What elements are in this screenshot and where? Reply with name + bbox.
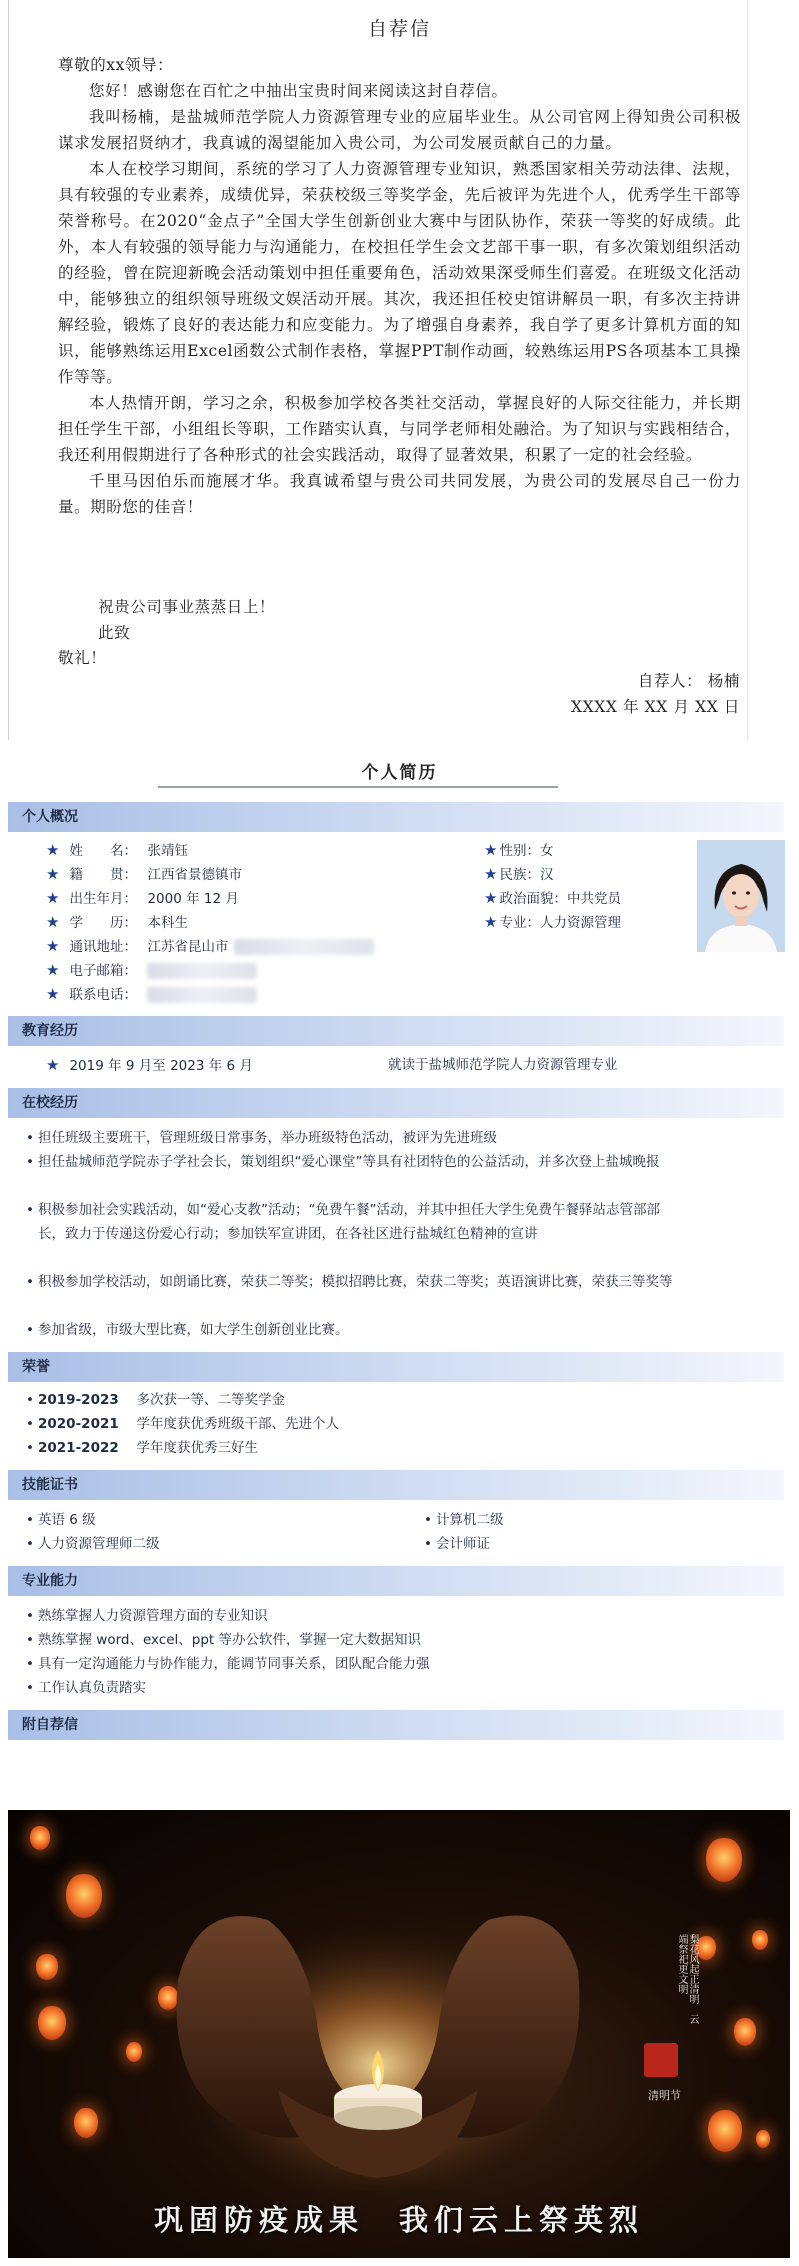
star-icon: ★	[46, 937, 60, 955]
letter-wish: 祝贵公司事业蒸蒸日上！	[98, 598, 276, 616]
letter-body	[58, 78, 741, 520]
sky-lantern-icon	[126, 2042, 142, 2062]
sky-lantern-icon	[708, 2110, 742, 2152]
letter-paragraph: 本人热情开朗，学习之余，积极参加学校各类社交活动，掌握良好的人际交往能力，并长期担任学生干部，小组组长等职，工作踏实认真，与同学老师相处融洽。为了知识与实践相结合，我还利用假期进行了各种形式的社会实践活动，取得了显著效果，积累了一定的社会经验。	[58, 394, 741, 464]
list-item: • 担任班级主要班干，管理班级日常事务，举办班级特色活动，被评为先进班级	[26, 1130, 497, 1146]
star-icon: ★	[46, 985, 60, 1003]
star-icon: ★	[484, 913, 498, 931]
field-row: ★ 电子邮箱：	[46, 960, 257, 981]
letter-date: XXXX 年 XX 月 XX 日	[570, 698, 740, 716]
section-header-skills: 专业能力	[8, 1566, 784, 1596]
star-icon: ★	[484, 865, 498, 883]
qingming-poster	[8, 1810, 790, 2258]
letter-signer: 自荐人： 杨楠	[637, 672, 740, 690]
sky-lantern-icon	[66, 1874, 102, 1918]
honor-item: • 2021-2022 学年度获优秀三好生	[26, 1440, 259, 1456]
field-row: ★ 政治面貌：中共党员	[484, 889, 621, 907]
honor-item: • 2020-2021 学年度获优秀班级干部、先进个人	[26, 1416, 340, 1432]
sky-lantern-icon	[752, 1930, 768, 1950]
letter-paragraph: 本人在校学习期间，系统的学习了人力资源管理专业知识，熟悉国家相关劳动法律、法规，具有较强的专业素养，成绩优异，荣获校级三等奖学金，先后被评为先进个人，优秀学生干部等荣誉称号。在2020“金点子”全国大学生创新创业大赛中与团队协作，荣获一等奖的好成绩。此外，本人有较强的领导能力与沟通能力，在校担任学生会文艺部干事一职，有多次策划组织活动的经验，曾在院迎新晚会活动策划中担任重要角色，活动效果深受师生们喜爱。在班级文化活动中，能够独立的组织领导班级文娱活动开展。其次，我还担任校史馆讲解员一职，有多次主持讲解经验，锻炼了良好的表达能力和应变能力。为了增强自身素养，我自学了更多计算机方面的知识，能够熟练运用Excel函数公式制作表格，掌握PPT制作动画，较熟练运用PS各项基本工具操作等等。	[58, 160, 741, 386]
sky-lantern-icon	[696, 1936, 716, 1960]
resume-title: 个人简历	[361, 763, 438, 783]
section-header-campus: 在校经历	[8, 1088, 784, 1118]
sky-lantern-icon	[36, 1954, 58, 1980]
title-underline	[158, 786, 558, 788]
education-desc: 就读于盐城师范学院人力资源管理专业	[388, 1057, 618, 1073]
resume	[0, 748, 799, 1800]
letter-paragraph: 我叫杨楠，是盐城师范学院人力资源管理专业的应届毕业生。从公司官网上得知贵公司积极谋求发展招贤纳才，我真诚的渴望能加入贵公司，为公司发展贡献自己的力量。	[58, 108, 741, 152]
field-row: ★ 出生年月： 2000 年 12 月	[46, 889, 239, 907]
list-item: • 积极参加学校活动，如朗诵比赛，荣获二等奖；模拟招聘比赛，荣获二等奖；英语演讲比赛，荣获三等奖等	[26, 1274, 673, 1290]
skill-item: • 具有一定沟通能力与协作能力，能调节同事关系，团队配合能力强	[26, 1656, 430, 1672]
field-row: ★ 籍 贯： 江西省景德镇市	[46, 865, 242, 883]
profile-photo	[697, 840, 785, 952]
cert-item: • 人力资源管理师二级	[26, 1536, 160, 1552]
redacted-phone	[147, 987, 257, 1003]
star-icon: ★	[484, 841, 498, 859]
field-row: ★ 民族：汉	[484, 865, 554, 883]
cert-item: • 计算机二级	[424, 1512, 504, 1528]
letter-salutation: 尊敬的xx领导：	[58, 56, 174, 74]
redacted-address	[234, 939, 374, 955]
field-row: ★ 学 历： 本科生	[46, 913, 188, 931]
star-icon: ★	[46, 961, 60, 979]
festival-label: 清明节	[648, 2089, 681, 2102]
letter-title: 自荐信	[367, 18, 431, 40]
cert-item: • 会计师证	[424, 1536, 490, 1552]
list-item: • 担任盐城师范学院赤子学社会长，策划组织“爱心课堂”等具有社团特色的公益活动，并多次登上盐城晚报	[26, 1154, 660, 1170]
sky-lantern-icon	[706, 1838, 742, 1882]
list-item: • 参加省级，市级大型比赛，如大学生创新创业比赛。	[26, 1322, 349, 1338]
star-icon: ★	[46, 889, 60, 907]
field-row: ★ 联系电话：	[46, 984, 257, 1005]
cupped-hands-candle-icon	[158, 1860, 598, 2190]
star-icon: ★	[484, 889, 498, 907]
redacted-email	[147, 963, 257, 979]
letter-salute: 敬礼！	[58, 649, 107, 667]
field-row: ★ 性别：女	[484, 841, 554, 859]
star-icon: ★	[46, 913, 60, 931]
red-seal-icon	[644, 2043, 678, 2077]
star-icon: ★	[46, 865, 60, 883]
field-row: ★ 专业：人力资源管理	[484, 913, 621, 931]
section-header-overview: 个人概况	[8, 802, 784, 832]
sky-lantern-icon	[756, 2130, 770, 2148]
sky-lantern-icon	[734, 2018, 756, 2046]
section-header-education: 教育经历	[8, 1016, 784, 1046]
honor-item: • 2019-2023 多次获一等、二等奖学金	[26, 1392, 286, 1408]
list-item: • 积极参加社会实践活动，如“爱心支教”活动；“免费午餐”活动，并其中担任大学生免费午餐驿站志管部部长，致力于传递这份爱心行动；参加铁军宣讲团，在各社区进行盐城红色精神的宣讲	[26, 1202, 660, 1242]
sky-lantern-icon	[74, 2108, 98, 2138]
letter-paragraph: 千里马因伯乐而施展才华。我真诚希望与贵公司共同发展，为贵公司的发展尽自己一份力量。期盼您的佳音！	[58, 472, 741, 516]
education-row: ★ 2019 年 9 月至 2023 年 6 月	[46, 1056, 253, 1074]
star-icon: ★	[46, 1056, 60, 1074]
letter-paragraph: 您好！感谢您在百忙之中抽出宝贵时间来阅读这封自荐信。	[89, 82, 508, 100]
sky-lantern-icon	[38, 2006, 66, 2040]
skill-item: • 熟练掌握人力资源管理方面的专业知识	[26, 1608, 268, 1624]
left-margin-line	[8, 0, 9, 740]
field-row: ★ 姓 名： 张靖钰	[46, 841, 188, 859]
section-header-attachment: 附自荐信	[8, 1710, 784, 1740]
star-icon: ★	[46, 841, 60, 859]
cert-item: • 英语 6 级	[26, 1512, 96, 1528]
section-header-certs: 技能证书	[8, 1470, 784, 1500]
sky-lantern-icon	[30, 1826, 50, 1850]
right-margin-line	[747, 0, 748, 740]
poem-text: 梨花风起正清明 云端祭祀更文明	[676, 1934, 698, 2024]
skill-item: • 工作认真负责踏实	[26, 1680, 146, 1696]
cover-letter	[0, 0, 799, 740]
poster-slogan: 巩固防疫成果 我们云上祭英烈	[153, 2203, 644, 2237]
skill-item: • 熟练掌握 word、excel、ppt 等办公软件，掌握一定大数据知识	[26, 1632, 421, 1648]
field-row: ★ 通讯地址： 江苏省昆山市	[46, 936, 374, 957]
section-header-honors: 荣誉	[8, 1352, 784, 1382]
letter-closing: 此致	[98, 624, 131, 642]
